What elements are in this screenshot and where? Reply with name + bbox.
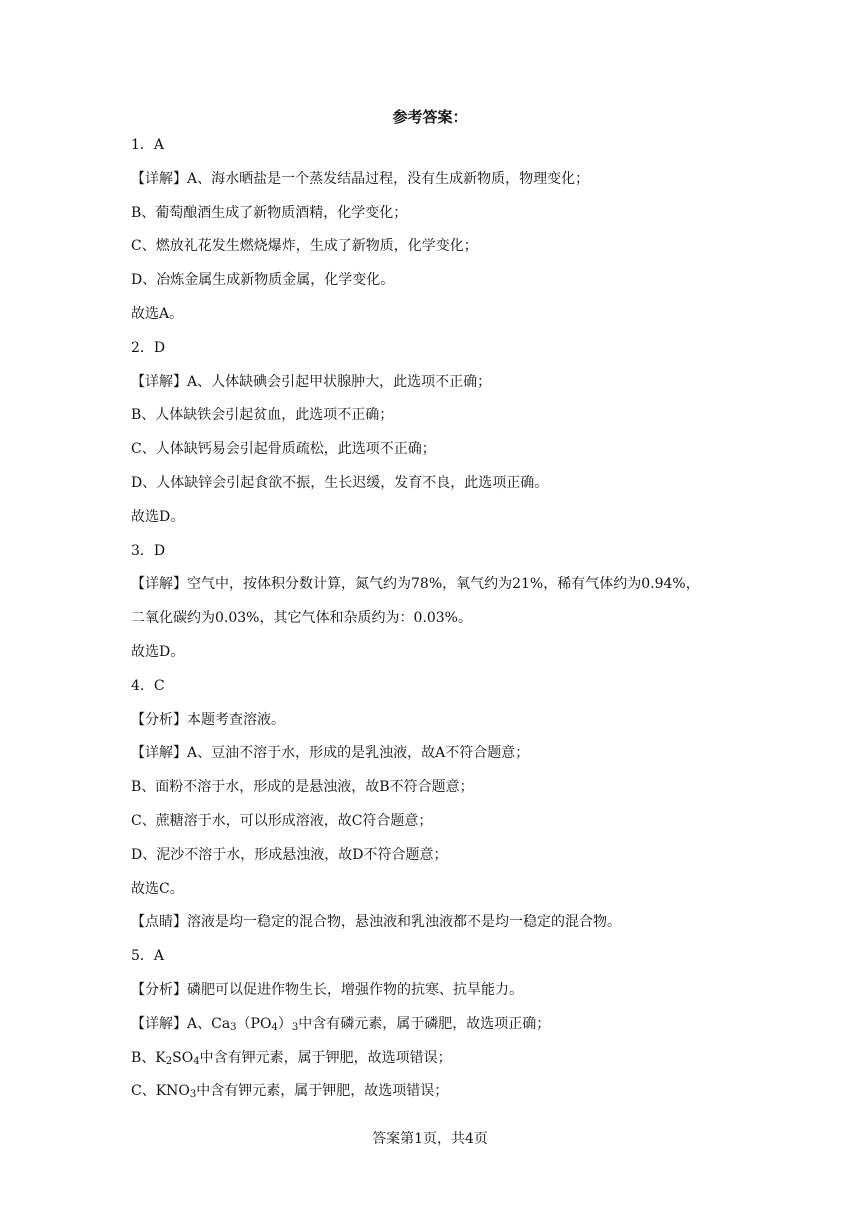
answer-line: C、人体缺钙易会引起骨质疏松，此选项不正确； <box>131 441 436 458</box>
answer-line: 【详解】空气中，按体积分数计算，氮气约为78%，氧气约为21%，稀有气体约为0.94%， <box>131 576 700 593</box>
answer-line: C、蔗糖溶于水，可以形成溶液，故C符合题意； <box>131 812 433 829</box>
answer-line: 二氧化碳约为0.03%，其它气体和杂质约为：0.03%。 <box>131 610 472 627</box>
answer-line: 【详解】A、豆油不溶于水，形成的是乳浊液，故A不符合题意； <box>131 745 530 762</box>
answer-line-formula-c: C、$KNO_3$中含有钾元素，属于钾肥，故选项错误； <box>131 1083 449 1101</box>
answer-line: B、面粉不溶于水，形成的是悬浊液，故B不符合题意； <box>131 779 474 796</box>
answer-line: D、冶炼金属生成新物质金属，化学变化。 <box>131 272 395 289</box>
answer-line: 【分析】磷肥可以促进作物生长，增强作物的抗寒、抗旱能力。 <box>131 981 523 998</box>
answer-line: 【详解】A、人体缺碘会引起甲状腺肿大，此选项不正确； <box>131 373 492 390</box>
answer-line: 【分析】本题考查溶液。 <box>131 711 285 728</box>
answer-line: 故选D。 <box>131 643 185 660</box>
answer-line: 故选C。 <box>131 880 184 897</box>
answer-line: C、燃放礼花发生燃烧爆炸，生成了新物质，化学变化； <box>131 238 478 255</box>
answer-line: D、泥沙不溶于水，形成悬浊液，故D不符合题意； <box>131 846 448 863</box>
answer-line: B、人体缺铁会引起贫血，此选项不正确； <box>131 407 394 424</box>
answer-line: D、人体缺锌会引起食欲不振，生长迟缓，发育不良，此选项正确。 <box>131 474 549 491</box>
question-number: 2．D <box>131 339 166 356</box>
answer-line-formula-b: B、$K_2SO_4$中含有钾元素，属于钾肥，故选项错误； <box>131 1049 452 1067</box>
page-title: 参考答案： <box>392 108 468 126</box>
answer-line-formula-a: 【详解】A、$Ca_3(PO_4)_3$中含有磷元素，属于磷肥，故选项正确； <box>131 1015 551 1033</box>
question-number: 1．A <box>131 137 165 153</box>
answer-line: 故选A。 <box>131 305 184 322</box>
answer-lines <box>131 135 731 1014</box>
answer-content <box>131 135 731 1115</box>
question-number: 3．D <box>131 542 166 559</box>
answer-line: B、葡萄酿酒生成了新物质酒精，化学变化； <box>131 204 408 221</box>
answer-line: 故选D。 <box>131 508 185 525</box>
question-number: 4．C <box>131 677 165 694</box>
question-number: 5．A <box>131 948 165 965</box>
answer-line: 【详解】A、海水晒盐是一个蒸发结晶过程，没有生成新物质，物理变化； <box>131 170 590 187</box>
page-footer: 答案第1页，共4页 <box>372 1131 488 1147</box>
answer-line: 【点睛】溶液是均一稳定的混合物，悬浊液和乳浊液都不是均一稳定的混合物。 <box>131 914 621 931</box>
